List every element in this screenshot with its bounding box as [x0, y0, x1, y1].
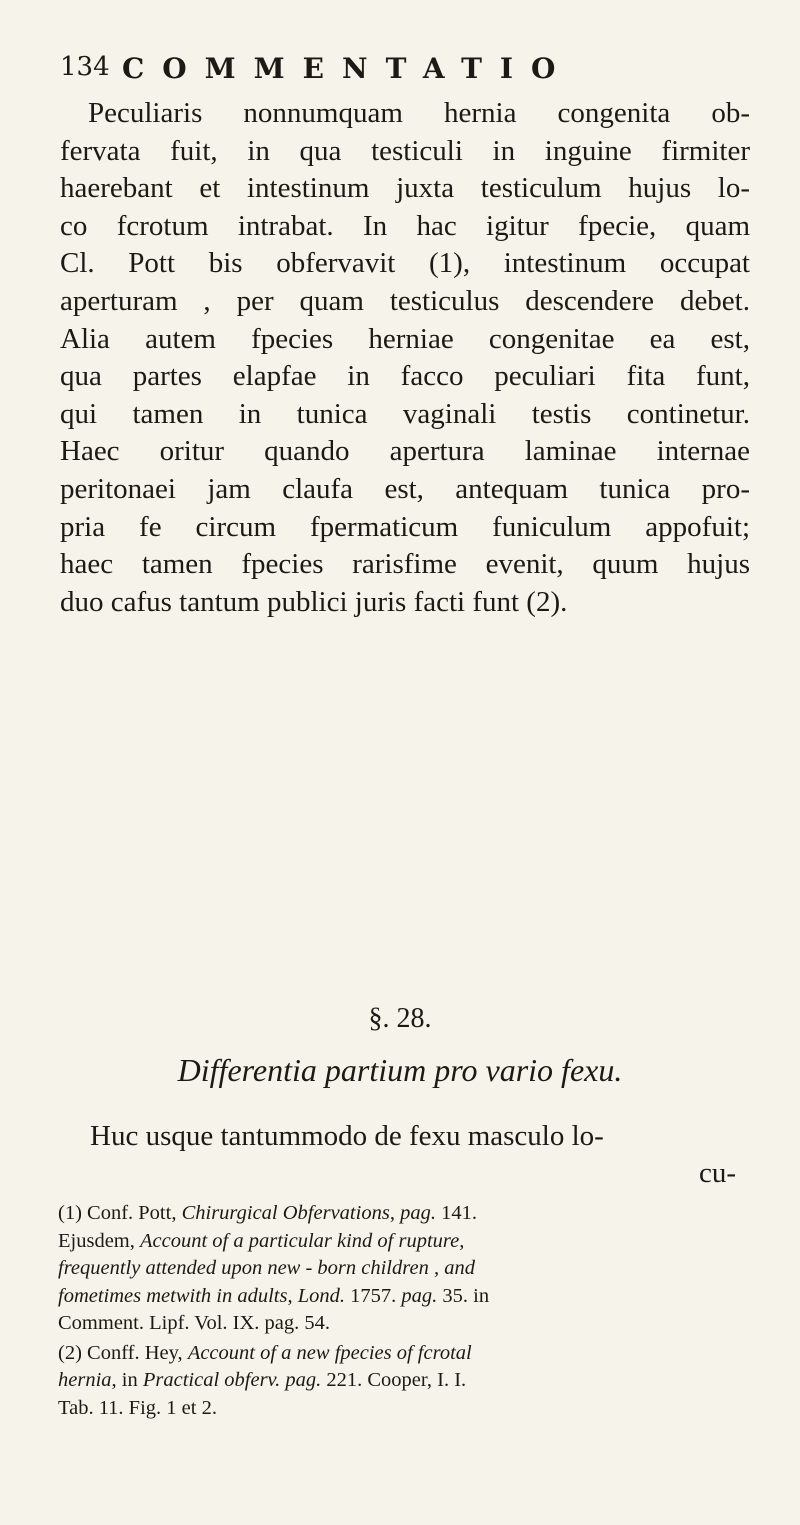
text-line: pria fe circum fpermaticum funiculum appofuit;: [60, 510, 750, 543]
footnote-line: Tab. 11. Fig. 1 et 2.: [58, 1396, 217, 1419]
catchword: cu-: [698, 1157, 736, 1189]
footnote-line: frequently attended upon new - born children , and: [58, 1257, 475, 1279]
text-line: haerebant et intestinum juxta testiculum hujus lo-: [60, 172, 750, 205]
footnote-line: hernia, in Practical obferv. pag. 221. Cooper, I. I.: [58, 1369, 467, 1391]
page-header: [60, 52, 760, 92]
text-line: qui tamen in tunica vaginali testis continetur.: [60, 397, 750, 430]
text-line: Alia autem fpecies herniae congenitae ea est,: [60, 322, 750, 355]
text-line: qua partes elapfae in facco peculiari fita funt,: [60, 360, 750, 393]
section-heading: Differentia partium pro vario fexu.: [177, 1052, 623, 1088]
footnote-line: fometimes metwith in adults, Lond. 1757. pag. 35. in: [58, 1284, 490, 1307]
page-number: 134: [60, 52, 110, 82]
footnote-2: (2) Conff. Hey, Account of a new fpecies of fcrotal: [58, 1341, 472, 1364]
continuation-paragraph: [60, 1118, 750, 1192]
running-title: COMMENTATIO: [122, 52, 574, 85]
footnote-1: (1) Conf. Pott, Chirurgical Obfervations, pag. 141.: [58, 1202, 477, 1224]
section-number: §. 28.: [368, 1003, 432, 1034]
text-line: co fcrotum intrabat. In hac igitur fpecie, quam: [60, 209, 750, 242]
text-line: Haec oritur quando apertura laminae internae: [60, 435, 750, 468]
text-line: duo cafus tantum publici juris facti funt (2).: [60, 585, 568, 618]
text-line: haec tamen fpecies rarisfime evenit, quum hujus: [60, 548, 750, 581]
text-line: Cl. Pott bis obfervavit (1), intestinum occupat: [60, 247, 750, 280]
footnote-line: Comment. Lipf. Vol. IX. pag. 54.: [58, 1312, 330, 1334]
text-line: peritonaei jam claufa est, antequam tunica pro-: [60, 472, 750, 505]
text-line: Peculiaris nonnumquam hernia congenita ob-: [88, 97, 750, 129]
text-line: fervata fuit, in qua testiculi in inguine firmiter: [60, 134, 750, 167]
footnote-line: Ejusdem, Account of a particular kind of rupture,: [58, 1229, 465, 1252]
footnotes: [58, 1200, 758, 1422]
main-paragraph: [60, 95, 750, 621]
text-line: aperturam , per quam testiculus descendere debet.: [60, 284, 750, 317]
text-line: Huc usque tantummodo de fexu masculo lo-: [90, 1120, 604, 1152]
